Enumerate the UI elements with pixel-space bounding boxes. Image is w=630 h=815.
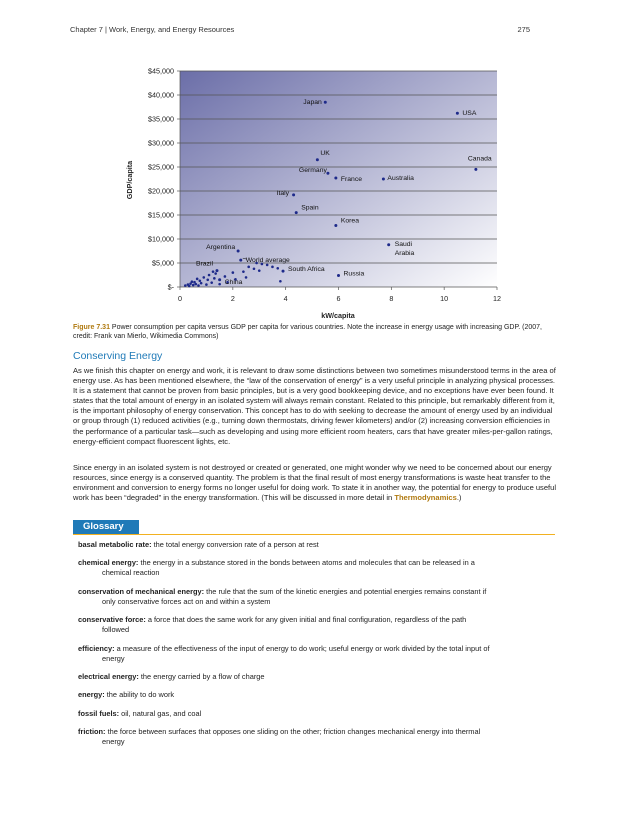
data-point bbox=[184, 284, 187, 287]
data-point bbox=[210, 281, 213, 284]
figure-caption bbox=[73, 323, 553, 341]
section-title: Conserving Energy bbox=[73, 350, 163, 362]
glossary-def: oil, natural gas, and coal bbox=[119, 709, 202, 718]
glossary-def-cont: only conservative forces act on and within a system bbox=[102, 597, 271, 606]
point-label: France bbox=[340, 176, 363, 184]
data-point bbox=[271, 266, 274, 269]
x-tick-label: 4 bbox=[283, 294, 288, 303]
data-point bbox=[292, 193, 295, 196]
data-point bbox=[199, 279, 202, 282]
data-point bbox=[205, 283, 208, 286]
point-label: USA bbox=[462, 110, 477, 118]
data-point bbox=[253, 267, 256, 270]
x-tick-label: 10 bbox=[440, 294, 449, 303]
data-point bbox=[282, 270, 285, 273]
glossary-header bbox=[73, 520, 555, 535]
data-point bbox=[215, 269, 218, 272]
y-tick-label: $- bbox=[167, 282, 174, 292]
data-point bbox=[279, 280, 282, 283]
point-label: Italy bbox=[276, 189, 290, 197]
glossary-def-cont: energy bbox=[102, 737, 125, 746]
y-ticks bbox=[148, 67, 180, 292]
data-point bbox=[239, 259, 242, 262]
glossary-term: chemical energy: bbox=[78, 558, 139, 567]
glossary-def: the total energy conversion rate of a person at rest bbox=[151, 540, 319, 549]
paragraph-2 bbox=[73, 463, 557, 503]
x-axis-label: kW/capita bbox=[321, 311, 355, 320]
data-point bbox=[242, 270, 245, 273]
glossary-item bbox=[78, 587, 556, 607]
glossary-term: basal metabolic rate: bbox=[78, 540, 152, 549]
data-point bbox=[334, 224, 337, 227]
glossary-term: fossil fuels: bbox=[78, 709, 120, 718]
point-label: Spain bbox=[301, 204, 319, 212]
y-tick-label: $45,000 bbox=[148, 66, 174, 76]
data-point bbox=[237, 250, 240, 253]
data-point bbox=[295, 211, 298, 214]
glossary-item bbox=[78, 672, 556, 682]
chapter-title: Chapter 7 | Work, Energy, and Energy Resources bbox=[70, 25, 235, 34]
data-point bbox=[197, 284, 200, 287]
glossary-item bbox=[78, 558, 556, 578]
glossary-item bbox=[78, 540, 556, 550]
glossary-item bbox=[78, 709, 556, 719]
data-point bbox=[224, 275, 227, 278]
glossary-def: a measure of the effectiveness of the input of energy to do work; useful energy or work divided by the total input of bbox=[114, 644, 490, 653]
y-tick-label: $25,000 bbox=[148, 162, 174, 172]
data-point bbox=[212, 270, 215, 273]
y-tick-label: $30,000 bbox=[148, 138, 174, 148]
data-point bbox=[247, 266, 250, 269]
x-tick-label: 0 bbox=[178, 294, 182, 303]
glossary-def: the energy carried by a flow of charge bbox=[138, 672, 265, 681]
data-point bbox=[337, 274, 340, 277]
data-point bbox=[192, 284, 195, 287]
data-point bbox=[456, 112, 459, 115]
y-tick-label: $20,000 bbox=[148, 186, 174, 196]
point-label: Korea bbox=[340, 217, 359, 225]
y-axis-label: GDP/capita bbox=[125, 160, 134, 200]
glossary-item bbox=[78, 644, 556, 664]
glossary-term: energy: bbox=[78, 690, 105, 699]
paragraph-1: As we finish this chapter on energy and work, it is relevant to draw some distinctions between two sometimes misunderstood terms in the area of energy use. As has been mentioned elsewhere, the “law of the conservation of energy” is a very useful principle in analyzing physical processes. It is a statement that cannot be proven from basic principles, but is a very good bookkeeping device, and no exceptions have ever been found. It states that the total amount of energy in an isolated system will always remain constant. Related to this principle, but remarkably different from it, is the important philosophy of energy conservation. This concept has to do with seeking to decrease the amount of energy used by an individual or group through (1) reduced activities (e.g., turning down thermostats, driving fewer kilometers) and/or (2) increasing conversion efficiencies in the performance of a particular task—such as developing and using more efficient room heaters, cars that have greater miles-per-gallon ratings, energy-efficient compact fluorescent lights, etc. bbox=[73, 366, 556, 446]
data-point bbox=[334, 177, 337, 180]
data-point bbox=[316, 158, 319, 161]
caption-text: Power consumption per capita versus GDP per capita for various countries. Note the increase in energy usage with increasing GDP. (2007, credit: Frank van Mierlo, Wikimedia Commons) bbox=[73, 324, 542, 340]
y-tick-label: $35,000 bbox=[148, 114, 174, 124]
glossary-term: friction: bbox=[78, 727, 106, 736]
point-label: UK bbox=[320, 149, 330, 157]
glossary-item bbox=[78, 690, 556, 700]
glossary-term: efficiency: bbox=[78, 644, 115, 653]
glossary-def: the energy in a substance stored in the bonds between atoms and molecules that can be released in a bbox=[138, 558, 475, 567]
glossary-def-cont: energy bbox=[102, 654, 125, 663]
paragraph-2-end: .) bbox=[456, 493, 462, 503]
point-label: Arabia bbox=[394, 249, 415, 257]
glossary-def-cont: chemical reaction bbox=[102, 568, 160, 577]
data-point bbox=[188, 285, 191, 288]
point-label: China bbox=[224, 278, 243, 286]
point-label: World average bbox=[245, 257, 290, 265]
data-point bbox=[191, 280, 194, 283]
x-ticks bbox=[178, 287, 501, 303]
x-tick-label: 12 bbox=[493, 294, 501, 303]
glossary-item bbox=[78, 727, 556, 747]
data-point bbox=[195, 283, 198, 286]
glossary-def: the ability to do work bbox=[104, 690, 175, 699]
glossary-def-cont: followed bbox=[102, 625, 130, 634]
data-point bbox=[387, 243, 390, 246]
data-point bbox=[200, 282, 203, 285]
data-point bbox=[213, 277, 216, 280]
y-tick-label: $10,000 bbox=[148, 234, 174, 244]
thermodynamics-link[interactable]: Thermodynamics bbox=[394, 493, 457, 503]
point-label: Australia bbox=[387, 175, 414, 182]
data-point bbox=[218, 278, 221, 281]
point-label: Canada bbox=[467, 155, 492, 163]
data-point bbox=[276, 267, 279, 270]
x-tick-label: 6 bbox=[336, 294, 341, 303]
glossary-def: the force between surfaces that opposes one sliding on the other; friction changes mechanical energy into thermal bbox=[105, 727, 481, 736]
page-number: 275 bbox=[517, 25, 530, 34]
data-point bbox=[214, 272, 217, 275]
glossary-term: electrical energy: bbox=[78, 672, 139, 681]
data-point bbox=[324, 101, 327, 104]
plot-area bbox=[180, 71, 497, 287]
figure-label: Figure 7.31 bbox=[73, 324, 110, 331]
point-label: Brazil bbox=[195, 260, 213, 268]
x-tick-label: 2 bbox=[230, 294, 235, 303]
glossary-def: a force that does the same work for any given initial and final configuration, regardless of the path bbox=[145, 615, 467, 624]
glossary-term: conservation of mechanical energy: bbox=[78, 587, 205, 596]
glossary-title: Glossary bbox=[73, 520, 139, 534]
x-tick-label: 8 bbox=[389, 294, 394, 303]
data-point bbox=[474, 168, 477, 171]
data-point bbox=[202, 276, 205, 279]
data-point bbox=[245, 276, 248, 279]
point-label: Russia bbox=[343, 270, 365, 278]
data-point bbox=[208, 274, 211, 277]
point-label: South Africa bbox=[288, 266, 325, 274]
data-point bbox=[218, 283, 221, 286]
data-point bbox=[232, 271, 235, 274]
point-label: Japan bbox=[303, 99, 322, 107]
data-point bbox=[258, 269, 261, 272]
paragraph-2-text: Since energy in an isolated system is not destroyed or created or generated, one might wonder why we need to be concerned about our energy resources, since energy is a conserved quantity. The problem is that the final result of most energy transformations is waste heat transfer to the environment and conversion to energy forms no longer useful for doing work. To state it in another way, the potential for energy to produce useful work has been “degraded” in the energy transformation. (This will be discussed in more detail in bbox=[73, 463, 557, 503]
scatter-chart bbox=[0, 0, 630, 330]
data-point bbox=[382, 178, 385, 181]
data-point bbox=[196, 278, 199, 281]
y-tick-label: $40,000 bbox=[148, 90, 174, 100]
glossary-def: the rule that the sum of the kinetic energies and potential energies remains constant if bbox=[204, 587, 487, 596]
glossary-term: conservative force: bbox=[78, 615, 146, 624]
point-label: Germany bbox=[298, 167, 327, 175]
point-label: Saudi bbox=[394, 240, 413, 248]
point-label: Argentina bbox=[206, 244, 236, 251]
data-point bbox=[206, 279, 209, 282]
y-tick-label: $5,000 bbox=[152, 258, 174, 268]
y-tick-label: $15,000 bbox=[148, 210, 174, 220]
glossary-item bbox=[78, 615, 556, 635]
